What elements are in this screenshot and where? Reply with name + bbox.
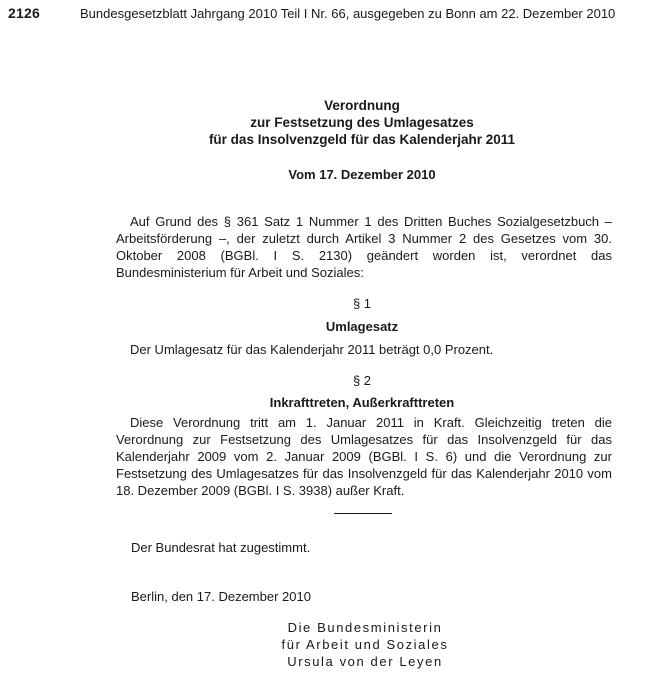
section-2-text: Diese Verordnung tritt am 1. Januar 2011 in Kraft. Gleichzeitig treten die Verordnung zur Festsetzung des Umlagesatzes für das Insolvenzgeld für das Kalenderjahr 2009 vom 2. Januar 2009 (BGBl. I S. 6) und die Verordnung zur Festsetzung des Umlagesatzes für das Insolvenzgeld für das Kalenderjahr 2010 vom 18. Dezember 2009 (BGBl. I S. 3938) außer Kraft. xyxy=(116,415,612,498)
document-title xyxy=(0,97,662,148)
title-line-2: zur Festsetzung des Umlagesatzes xyxy=(250,115,474,130)
signature-line-3: Ursula von der Leyen xyxy=(287,654,443,669)
signature-block xyxy=(250,619,480,670)
running-header: Bundesgesetzblatt Jahrgang 2010 Teil I Nr. 66, ausgegeben zu Bonn am 22. Dezember 2010 xyxy=(80,6,616,21)
page-number: 2126 xyxy=(8,5,40,21)
section-1-heading: Umlagesatz xyxy=(325,319,399,334)
preamble-paragraph: Auf Grund des § 361 Satz 1 Nummer 1 des Dritten Buches Sozialgesetzbuch – Arbeitsförderung –, der zuletzt durch Artikel 3 Nummer 2 des Gesetzes vom 30. Oktober 2008 (BGBl. I S. 2130) geändert worden ist, verordnet das Bundesministerium für Arbeit und Soziales: xyxy=(116,214,612,280)
section-2-mark: § 2 xyxy=(352,373,372,388)
bundesrat-consent: Der Bundesrat hat zugestimmt. xyxy=(131,540,311,555)
section-2-heading: Inkrafttreten, Außerkrafttreten xyxy=(269,395,455,410)
signature-line-2: für Arbeit und Soziales xyxy=(281,637,449,652)
issue-date: Vom 17. Dezember 2010 xyxy=(288,167,436,182)
place-and-date: Berlin, den 17. Dezember 2010 xyxy=(131,589,311,604)
title-line-1: Verordnung xyxy=(324,98,400,113)
section-1-text: Der Umlagesatz für das Kalenderjahr 2011 beträgt 0,0 Prozent. xyxy=(130,342,494,357)
signature-line-1: Die Bundesministerin xyxy=(287,620,443,635)
title-line-3: für das Insolvenzgeld für das Kalenderjahr 2011 xyxy=(208,132,516,147)
section-divider xyxy=(334,513,392,514)
section-1-mark: § 1 xyxy=(352,296,372,311)
